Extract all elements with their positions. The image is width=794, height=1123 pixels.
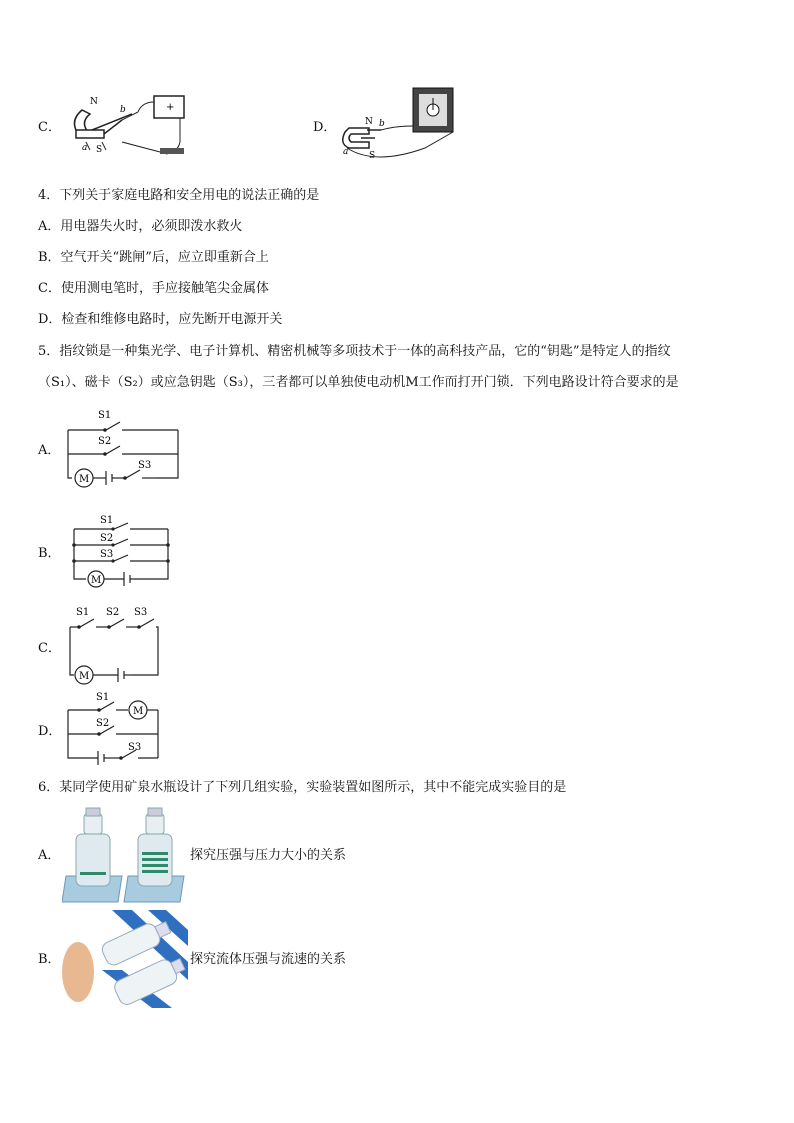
q5-circuit-c [62,605,172,687]
q3-figure-c [62,92,192,162]
q5-circuit-b [62,511,184,593]
q5-circuit-d [62,690,172,768]
q6-photo-b [62,910,188,1008]
s2-label: S2 [96,718,110,729]
s3-label: S3 [128,742,142,753]
q4-option-c: C．使用测电笔时，手应接触笔尖金属体 [38,281,269,296]
q5-circuit-a [62,406,184,494]
s1-label: S1 [96,692,110,703]
q5-option-a-label: A． [38,443,61,458]
q4-stem: 4．下列关于家庭电路和安全用电的说法正确的是 [38,188,320,203]
s1-label: S1 [98,410,112,421]
q5-option-c-label: C． [38,641,61,656]
a-label: a [343,147,349,157]
q4-option-a: A．用电器失火时，必须即泼水救火 [38,219,243,234]
b-label: b [120,105,126,115]
motor-label: M [133,706,144,717]
q6-option-a-label: A． [38,848,61,863]
q4-option-b: B．空气开关“跳闸”后，应立即重新合上 [38,250,269,265]
s2-label: S2 [98,436,112,447]
b-label: b [379,119,385,129]
q3-option-c-label: C． [38,120,61,135]
q6-option-b-text: 探究流体压强与流速的关系 [190,952,347,967]
motor-label: M [91,575,102,586]
s2-label: S2 [100,533,114,544]
q5-stem-line1: 5．指纹锁是一种集光学、电子计算机、精密机械等多项技术于一体的高科技产品，它的“钥匙”是特定人的指纹 [38,344,671,359]
motor-label: M [79,671,90,682]
q3-figure-d [335,86,465,162]
q6-stem: 6．某同学使用矿泉水瓶设计了下列几组实验，实验装置如图所示，其中不能完成实验目的是 [38,780,567,795]
q4-option-d: D．检查和维修电路时，应先断开电源开关 [38,312,283,327]
q5-stem-line2: （S₁）、磁卡（S₂）或应急钥匙（S₃），三者都可以单独使电动机M工作而打开门锁．下列电路设计符合要求的是 [38,375,679,390]
s1-label: S1 [76,607,90,618]
s3-label: S3 [138,460,152,471]
s2-label: S2 [106,607,120,618]
q6-photo-a [62,806,188,904]
north-label: N [365,117,373,127]
a-label: a [82,143,88,153]
q5-option-b-label: B． [38,546,61,561]
q6-option-b-label: B． [38,952,61,967]
south-label: S [96,145,103,155]
meter-sign: + [166,102,175,113]
q5-option-d-label: D． [38,724,62,739]
q6-option-a-text: 探究压强与压力大小的关系 [190,848,347,863]
s3-label: S3 [134,607,148,618]
s1-label: S1 [100,515,114,526]
motor-label: M [79,474,90,485]
s3-label: S3 [100,549,114,560]
south-label: S [369,151,376,161]
north-label: N [90,97,98,107]
q3-option-d-label: D． [313,120,337,135]
